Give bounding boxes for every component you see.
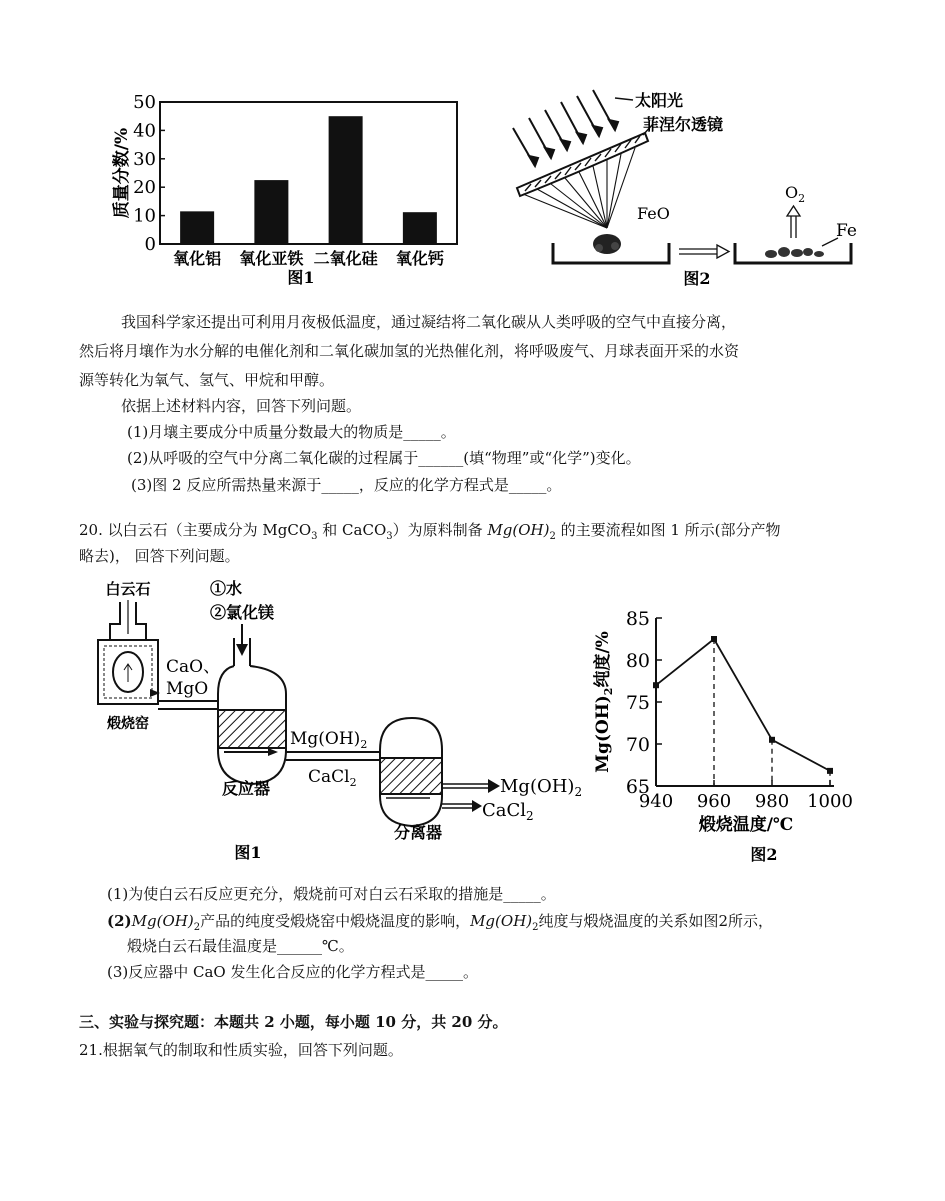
bar: [254, 180, 288, 244]
line-x-axis-label: 煅烧温度/℃: [698, 815, 794, 835]
question-19-1: (1)月壤主要成分中质量分数最大的物质是_____。: [127, 423, 456, 441]
line-chart-caption: 图2: [750, 845, 778, 864]
bar: [329, 116, 363, 244]
kiln-label: 煅烧窑: [107, 716, 149, 732]
input-water: ①水: [210, 579, 243, 598]
bar-y-tick-label: 10: [133, 205, 156, 227]
separator-output-1: $Mg(OH)_2$: [500, 776, 583, 799]
line-x-tick-label: 940: [638, 791, 674, 812]
data-point: [711, 636, 717, 642]
bar: [180, 211, 214, 244]
passage-line-2: 然后将月壤作为水分解的电催化剂和二氧化碳加氢的光热催化剂，将呼吸废气、月球表面开采的水资: [79, 342, 740, 360]
question-20-2-cont: 煅烧白云石最佳温度是______℃。: [127, 937, 354, 955]
bar-chart-caption: 图1: [287, 268, 315, 287]
question-20-3: (3)反应器中 CaO 发生化合反应的化学方程式是_____。: [107, 963, 479, 981]
solar-furnace-diagram: [495, 88, 875, 288]
dolomite-label: 白云石: [105, 580, 151, 598]
passage-line-3: 源等转化为氧气、氢气、甲烷和甲醇。: [79, 371, 335, 389]
line-y-tick-label: 65: [625, 776, 650, 798]
composition-bar-chart: [105, 92, 470, 292]
reactor-output-1: $Mg(OH)_2$: [290, 729, 368, 751]
question-19-3: (3)图 2 反应所需热量来源于_____，反应的化学方程式是_____。: [131, 476, 562, 494]
bar-y-tick-label: 20: [133, 177, 156, 199]
data-point: [827, 768, 833, 774]
line-x-tick-label: 1000: [807, 791, 853, 812]
line-y-tick-label: 75: [625, 692, 650, 714]
fe-particles: [765, 247, 824, 258]
feo-label: FeO: [637, 204, 670, 223]
kiln-output-1: CaO、: [166, 657, 221, 677]
purity-line-chart: [588, 598, 868, 870]
bar: [403, 212, 437, 244]
line-x-tick-label: 960: [696, 791, 732, 812]
bar-category-label: 氧化钙: [395, 249, 444, 268]
separator-label: 分离器: [393, 823, 443, 842]
question-20-stem-line-1: 20. 以白云石（主要成分为 MgCO$_3$ 和 CaCO$_3$）为原料制备 $Mg(OH)_2$ 的主要流程如图 1 所示(部分产物: [79, 521, 781, 542]
reactor-output-2: CaCl$_2$: [308, 767, 357, 789]
lens-label: 菲涅尔透镜: [643, 115, 724, 134]
section-3-heading: 三、实验与探究题：本题共 2 小题，每小题 10 分，共 20 分。: [79, 1013, 508, 1031]
line-x-tick-label: 980: [754, 791, 790, 812]
fe-label: Fe: [836, 221, 857, 241]
bar-category-label: 氧化铝: [173, 249, 222, 268]
question-19-2: (2)从呼吸的空气中分离二氧化碳的过程属于______(填“物理”或“化学”)变化。: [127, 449, 641, 467]
bar-category-label: 氧化亚铁: [239, 249, 304, 268]
line-y-axis-label: $Mg(OH)_2$纯度/%: [593, 631, 615, 773]
separator-output-2: CaCl$_2$: [482, 800, 534, 823]
data-point: [769, 737, 775, 743]
question-20-stem-line-2: 略去)， 回答下列问题。: [79, 547, 240, 565]
process-flow-diagram: [90, 578, 610, 868]
reactor-label: 反应器: [221, 779, 271, 798]
bar-y-tick-label: 40: [133, 120, 156, 142]
kiln-output-2: MgO: [166, 679, 209, 699]
flow-caption: 图1: [234, 843, 262, 862]
bar-y-tick-label: 0: [144, 234, 156, 255]
oxygen-arrow: [787, 206, 800, 238]
data-point: [653, 682, 659, 688]
bar-y-axis-label: 质量分数/%: [112, 127, 132, 219]
sunlight-label: 太阳光: [635, 91, 684, 110]
line-y-tick-label: 80: [625, 650, 650, 672]
purity-series-line: [656, 639, 830, 771]
line-y-tick-label: 70: [625, 734, 650, 756]
o2-label: $O_2$: [785, 183, 806, 205]
question-20-1: (1)为使白云石反应更充分，煅烧前可对白云石采取的措施是_____。: [107, 885, 556, 903]
bar-y-tick-label: 30: [133, 148, 156, 170]
input-magnesium-chloride: ②氯化镁: [210, 603, 275, 622]
process-arrow: [679, 245, 729, 258]
bar-category-label: 二氧化硅: [313, 249, 378, 268]
apparatus-caption: 图2: [683, 269, 711, 288]
question-intro: 依据上述材料内容，回答下列问题。: [121, 397, 362, 415]
bar-y-tick-label: 50: [133, 92, 156, 113]
line-y-tick-label: 85: [625, 608, 650, 630]
passage-line-1: 我国科学家还提出可利用月夜极低温度，通过凝结将二氧化碳从人类呼吸的空气中直接分离，: [121, 313, 737, 331]
question-21: 21.根据氧气的制取和性质实验，回答下列问题。: [79, 1041, 403, 1059]
question-20-2: $(2)Mg(OH)_2$产品的纯度受煅烧窑中煅烧温度的影响，$Mg(OH)_2$纯度与煅烧温度的关系如图2所示，: [107, 912, 774, 933]
